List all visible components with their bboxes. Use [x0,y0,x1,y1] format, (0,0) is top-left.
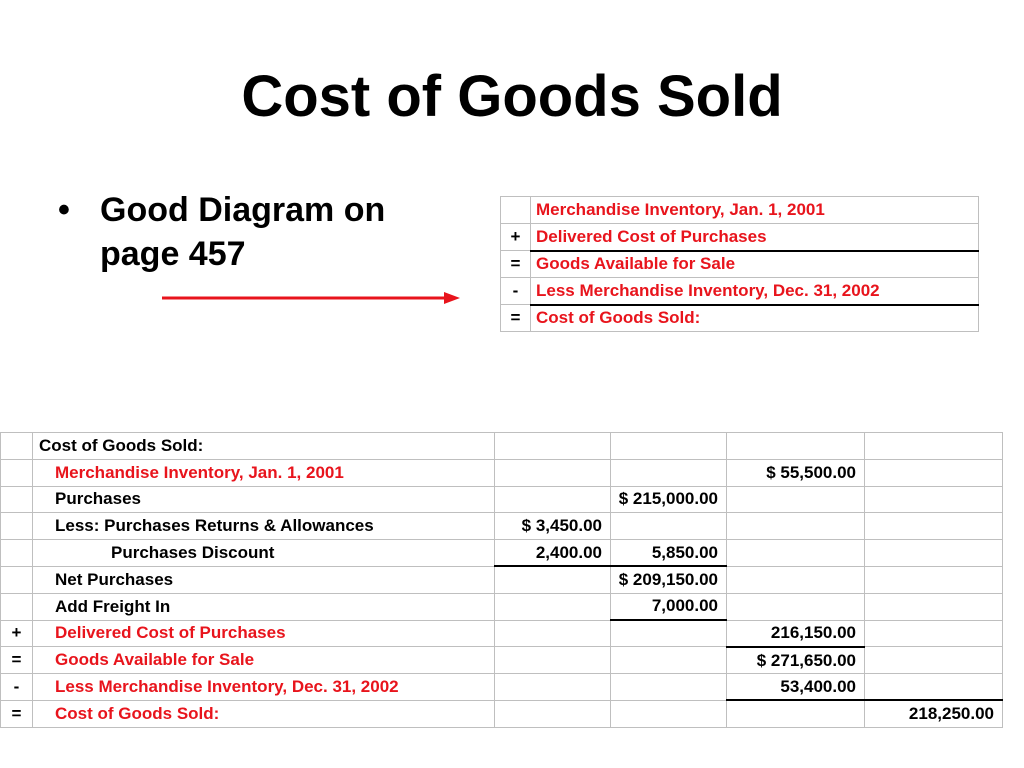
detail-col4 [865,566,1003,593]
detail-row [1,513,1003,540]
summary-table [500,196,979,332]
detail-description: Cost of Goods Sold: [33,700,495,727]
detail-operator: + [1,620,33,647]
detail-operator [1,513,33,540]
detail-operator [1,566,33,593]
summary-operator [501,197,531,224]
detail-description: Goods Available for Sale [33,647,495,674]
detail-col3: $ 271,650.00 [727,647,865,674]
detail-col3: 216,150.00 [727,620,865,647]
detail-operator [1,459,33,486]
detail-col4: 218,250.00 [865,700,1003,727]
summary-label: Merchandise Inventory, Jan. 1, 2001 [531,197,979,224]
summary-row [501,278,979,305]
detail-col1 [495,700,611,727]
detail-description: Add Freight In [33,593,495,620]
detail-col1 [495,647,611,674]
detail-col3 [727,433,865,460]
detail-col4 [865,620,1003,647]
detail-col3 [727,700,865,727]
bullet-text: Good Diagram on page 457 [100,191,386,273]
detail-row [1,566,1003,593]
detail-col3: 53,400.00 [727,674,865,701]
detail-col2 [611,620,727,647]
detail-row [1,620,1003,647]
detail-col4 [865,513,1003,540]
bullet-point [58,188,458,276]
summary-label: Less Merchandise Inventory, Dec. 31, 2002 [531,278,979,305]
detail-operator [1,433,33,460]
detail-description: Cost of Goods Sold: [33,433,495,460]
detail-col4 [865,433,1003,460]
detail-row [1,486,1003,513]
detail-description: Less: Purchases Returns & Allowances [33,513,495,540]
detail-col2 [611,433,727,460]
detail-col1: $ 3,450.00 [495,513,611,540]
detail-row [1,700,1003,727]
detail-col1 [495,620,611,647]
summary-row [501,224,979,251]
detail-description: Less Merchandise Inventory, Dec. 31, 2002 [33,674,495,701]
detail-table [0,432,1003,728]
detail-description: Merchandise Inventory, Jan. 1, 2001 [33,459,495,486]
detail-col3 [727,566,865,593]
detail-col3: $ 55,500.00 [727,459,865,486]
detail-col3 [727,540,865,567]
detail-col2 [611,700,727,727]
detail-operator: = [1,700,33,727]
detail-col1 [495,593,611,620]
summary-row [501,197,979,224]
summary-operator: = [501,251,531,278]
detail-col1 [495,459,611,486]
detail-col1 [495,486,611,513]
detail-col2: $ 215,000.00 [611,486,727,513]
summary-row [501,251,979,278]
detail-col1 [495,674,611,701]
detail-col4 [865,459,1003,486]
detail-row [1,540,1003,567]
detail-col4 [865,486,1003,513]
detail-description: Net Purchases [33,566,495,593]
slide-title: Cost of Goods Sold [241,64,783,129]
detail-operator: - [1,674,33,701]
detail-operator [1,593,33,620]
summary-row [501,305,979,332]
detail-col4 [865,540,1003,567]
detail-col2 [611,459,727,486]
detail-col2 [611,647,727,674]
detail-operator [1,540,33,567]
detail-col4 [865,674,1003,701]
detail-col2: 7,000.00 [611,593,727,620]
summary-operator: + [501,224,531,251]
detail-row [1,674,1003,701]
detail-col1: 2,400.00 [495,540,611,567]
detail-col3 [727,593,865,620]
right-arrow-icon [160,288,464,308]
summary-operator: - [501,278,531,305]
summary-operator: = [501,305,531,332]
summary-label: Cost of Goods Sold: [531,305,979,332]
summary-label: Goods Available for Sale [531,251,979,278]
detail-col2: 5,850.00 [611,540,727,567]
detail-description: Purchases [33,486,495,513]
detail-col3 [727,486,865,513]
detail-operator: = [1,647,33,674]
detail-col1 [495,433,611,460]
detail-col4 [865,593,1003,620]
detail-description: Delivered Cost of Purchases [33,620,495,647]
detail-row [1,433,1003,460]
detail-row [1,593,1003,620]
detail-col3 [727,513,865,540]
detail-row [1,459,1003,486]
detail-col2 [611,674,727,701]
detail-row [1,647,1003,674]
summary-label: Delivered Cost of Purchases [531,224,979,251]
detail-col2 [611,513,727,540]
detail-operator [1,486,33,513]
bullet-dot: • [58,191,70,229]
detail-description: Purchases Discount [33,540,495,567]
detail-col4 [865,647,1003,674]
detail-col2: $ 209,150.00 [611,566,727,593]
detail-col1 [495,566,611,593]
